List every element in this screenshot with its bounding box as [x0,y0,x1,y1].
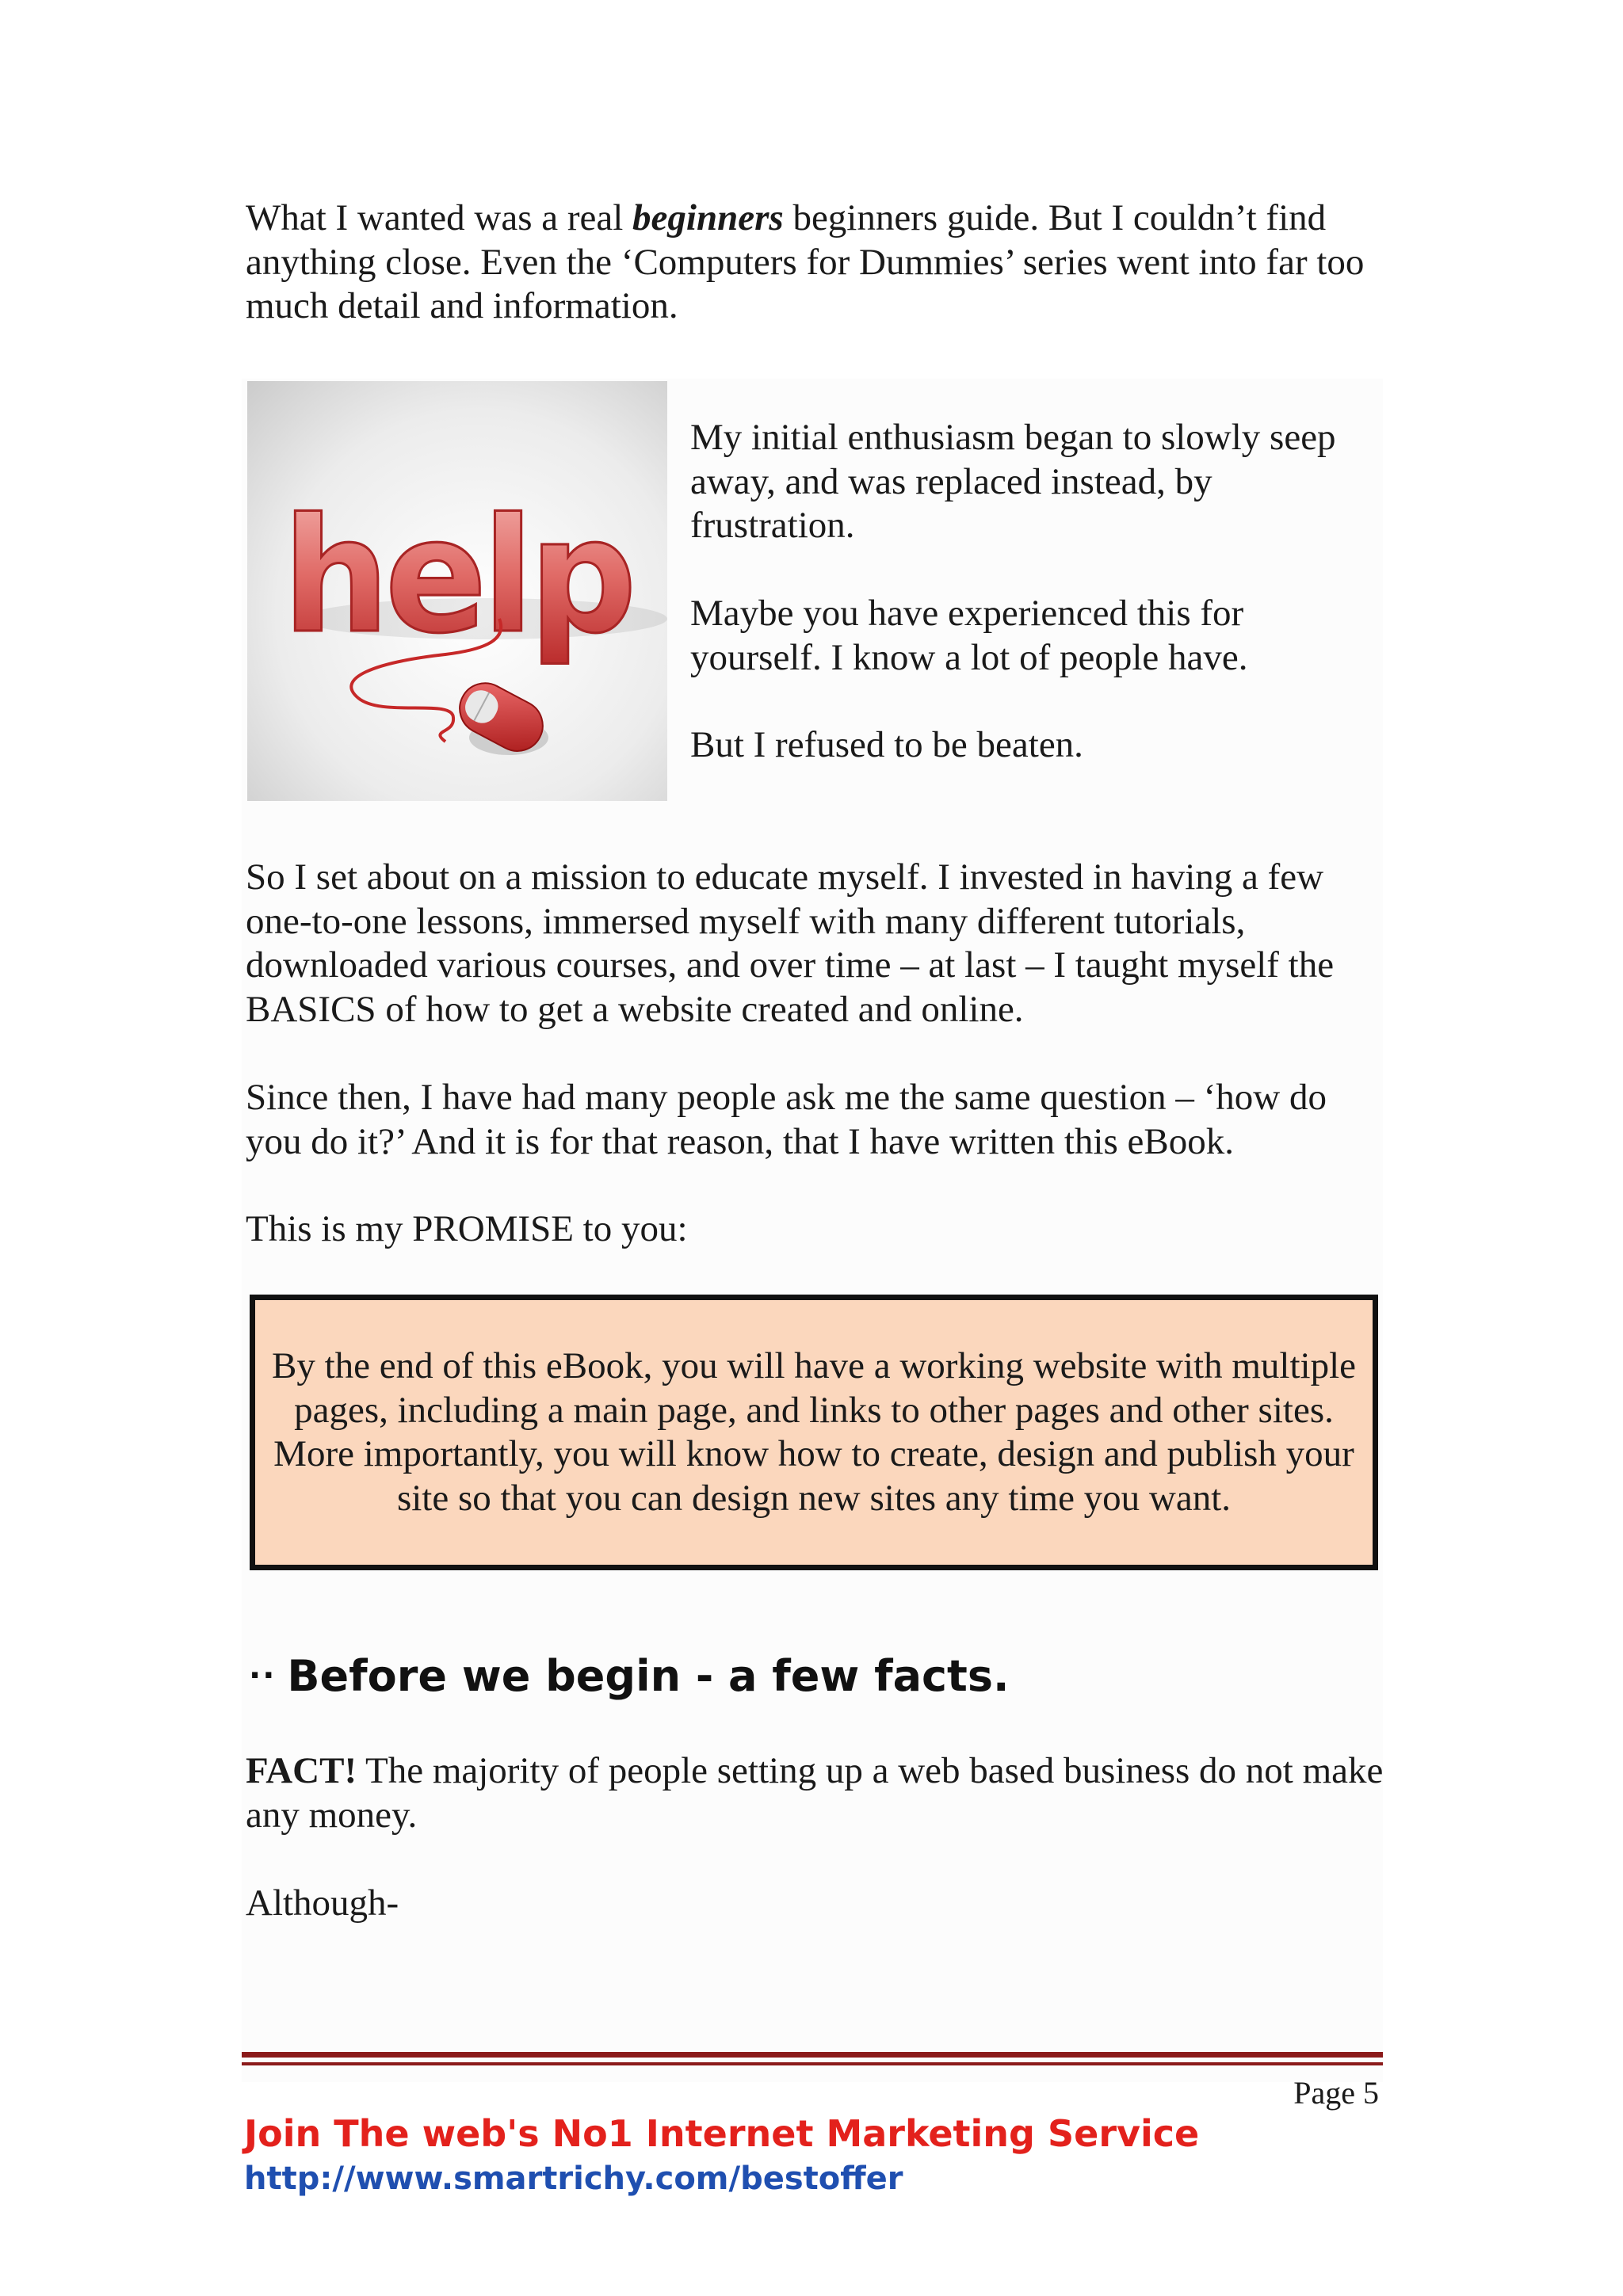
promise-text: By the end of this eBook, you will have a working website with multiple pages, including a main page, and links to other pages and other sites. More importantly, you will know how to create, design and publish your site so that you can design new sites any time you want. [271,1345,1357,1519]
promise-box [250,1295,1378,1570]
side-paragraph-enthusiasm: My initial enthusiasm began to slowly seep away, and was replaced instead, by frustration. [690,417,1336,546]
footer-divider [242,2052,1383,2058]
since-then-paragraph: Since then, I have had many people ask me the same question – ‘how do you do it?’ And it is for that reason, that I have written this eBook. [246,1077,1327,1162]
promo-title: Join The web's No1 Internet Marketing Service [244,2112,1200,2155]
help-word: help [282,483,632,669]
emphasis-beginners: beginners [632,197,784,238]
promo-link[interactable]: http://www.smartrichy.com/bestoffer [244,2161,903,2197]
although-paragraph: Although- [246,1882,399,1924]
promise-intro: This is my PROMISE to you: [246,1208,688,1249]
side-paragraph-refused: But I refused to be beaten. [690,724,1083,765]
page-number: Page 5 [1293,2075,1379,2111]
intro-paragraph: What I wanted was a real beginners beginners guide. But I couldn’t find anything close. Even the ‘Computers for Dummies’ series went into far too much detail and information. [246,197,1365,326]
footer-divider-thin [242,2062,1383,2065]
help-mouse-image [247,381,667,801]
fact-paragraph: FACT! The majority of people setting up a web based business do not make any money. [246,1750,1384,1836]
bullet-icon: ·· [249,1657,277,1694]
mission-paragraph: So I set about on a mission to educate myself. I invested in having a few one-to-one lessons, immersed myself with many different tutorials, downloaded various courses, and over time – at last – I taught myself the BASICS of how to get a website created and online. [246,856,1335,1030]
side-paragraph-experience: Maybe you have experienced this for yourself. I know a lot of people have. [690,593,1248,678]
section-heading: ·· Before we begin - a few facts. [249,1651,1010,1701]
fact-label: FACT! [246,1750,357,1791]
